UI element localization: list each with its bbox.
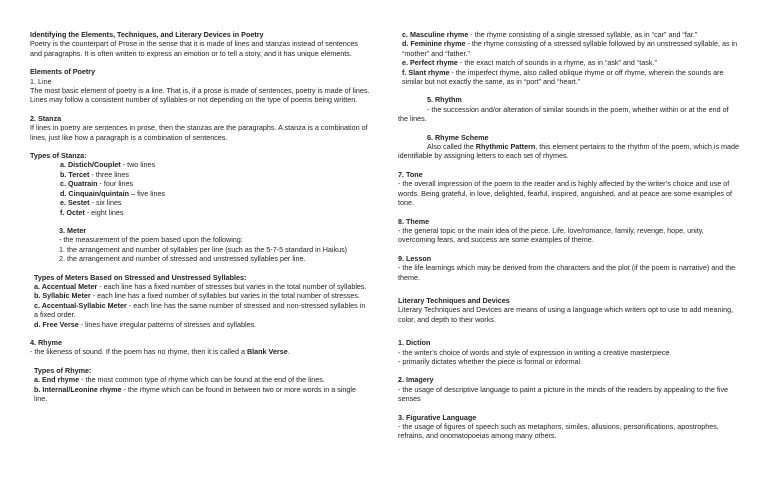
rhyme-type-item: a. End rhyme - the most common type of rhyme which can be found at the end of the lines. [34,375,325,385]
imagery-heading: 2. Imagery [398,375,434,385]
theme-text: - the general topic or the main idea of the piece. Life, love/romance, family, revenge, hope, unity, overcoming fears, and success are some examples of theme. [398,225,704,245]
stanza-heading: 2. Stanza [30,113,62,123]
rhyme-scheme-text: Also called the Rhythmic Pattern, this element pertains to the rhythm of the poem, which is made identifiable by assigning letters to each set of rhymes. [398,142,740,161]
diction-heading: 1. Diction [398,338,431,348]
rhyme-text: - the likeness of sound. If the poem has no rhyme, then it is called a Blank Verse. [30,347,290,357]
rhyme-type-item: e. Perfect rhyme - the exact match of sounds in a rhyme, as in “ask” and “task.” [402,58,657,68]
lesson-heading: 9. Lesson [398,253,432,263]
intro-paragraph: Poetry is the counterpart of Prose in the sense that it is made of lines and stanzas instead of sentences and paragraphs. It is often written to express an emotion or to tell a story, and it has unique elements. [30,39,359,58]
meter-criterion: 1. the arrangement and number of syllables per line (such as the 5-7-5 standard in Haikus) [59,244,348,254]
tone-text: - the overall impression of the poem to the reader and is highly affected by the writer’s choice and use of words. Being grateful, in love, delighted, fearful, inspired, anguished, and at peace are some examples of tone. [398,179,733,208]
left-column [30,30,370,403]
rhythm-heading: 5. Rhythm [427,95,462,105]
elements-heading: Elements of Poetry [30,67,96,77]
imagery-text: - the usage of descriptive language to paint a picture in the minds of the readers by appealing to the five senses [398,384,729,404]
document-title: Identifying the Elements, Techniques, and Literary Devices in Poetry [30,30,264,39]
rhyme-type-item: d. Feminine rhyme - the rhyme consisting of a stressed syllable followed by an unstressed syllable, as in “mother” and “father.” [402,39,738,58]
rhyme-type-item: c. Masculine rhyme - the rhyme consisting of a single stressed syllable, as in “car” and “far.” [402,30,698,39]
meter-definition: - the measurement of the poem based upon the following: [59,235,243,245]
meter-type-item: a. Accentual Meter - each line has a fixed number of stresses but varies in the total number of syllables. [34,281,367,291]
stanza-type-item: d. Cinquain/quintain – five lines [60,188,166,198]
rhyme-type-item: b. Internal/Leonine rhyme - the rhyme which can be found in between two or more words in a single line. [34,384,356,403]
rhythm-text: - the succession and/or alteration of similar sounds in the poem, whether within or at the end of the lines. [398,104,729,124]
stanza-type-item: e. Sestet - six lines [60,198,122,208]
meter-heading: 3. Meter [59,225,87,235]
stanza-types-heading: Types of Stanza: [30,151,87,161]
theme-heading: 8. Theme [398,216,430,226]
line-text: The most basic element of poetry is a line. That is, if a prose is made of sentences, poetry is made of lines. Lines may follow a consistent number of syllables or not depending on the type of poems being written. [30,86,370,105]
rhyme-type-item: f. Slant rhyme - the imperfect rhyme, also called oblique rhyme or off rhyme, wherein the sounds are similar but not exactly the same, as in “port” and “heart.” [402,67,724,87]
diction-text: - the writer’s choice of words and style of expression in writing a creative masterpiece [398,347,670,357]
meter-criterion: 2. the arrangement and number of stressed and unstressed syllables per line. [59,254,306,264]
figurative-heading: 3. Figurative Language [398,412,477,422]
diction-text: - primarily dictates whether the piece is formal or informal. [398,356,583,366]
stanza-text: If lines in poetry are sentences in prose, then the stanzas are the paragraphs. A stanza is a combination of lines, just like how a paragraph is a combination of sentences. [30,123,368,142]
lesson-text: - the life learnings which may be derived from the characters and the plot (if the poem is narrative) and the theme. [398,263,736,282]
meter-type-item: c. Accentual-Syllabic Meter - each line has the same number of stressed and non-stressed syllables in a fixed order. [34,300,366,320]
rhyme-types-heading: Types of Rhyme: [34,365,92,375]
rhyme-heading: 4. Rhyme [30,337,62,347]
right-column [398,30,740,441]
stanza-type-item: f. Octet - eight lines [60,207,124,217]
rhyme-scheme-heading: 6. Rhyme Scheme [427,132,489,142]
stanza-type-item: b. Tercet - three lines [60,169,129,179]
techniques-text: Literary Techniques and Devices are means of using a language which writers opt to use to add meaning, color, and depth to their works. [398,305,734,324]
meter-type-item: d. Free Verse - lines have irregular patterns of stresses and syllables. [34,319,257,329]
stanza-type-item: a. Distich/Couplet - two lines [60,160,156,170]
techniques-heading: Literary Techniques and Devices [398,295,510,305]
line-heading: 1. Line [30,76,52,86]
figurative-text: - the usage of figures of speech such as metaphors, similes, allusions, personifications, apostrophes, refrains, and onomatopoeias among many others. [398,422,719,441]
meter-type-item: b. Syllabic Meter - each line has a fixed number of syllables but varies in the total number of stresses. [34,291,361,301]
stanza-type-item: c. Quatrain - four lines [60,179,134,189]
tone-heading: 7. Tone [398,169,423,179]
meter-types-heading: Types of Meters Based on Stressed and Unstressed Syllables: [34,272,247,282]
